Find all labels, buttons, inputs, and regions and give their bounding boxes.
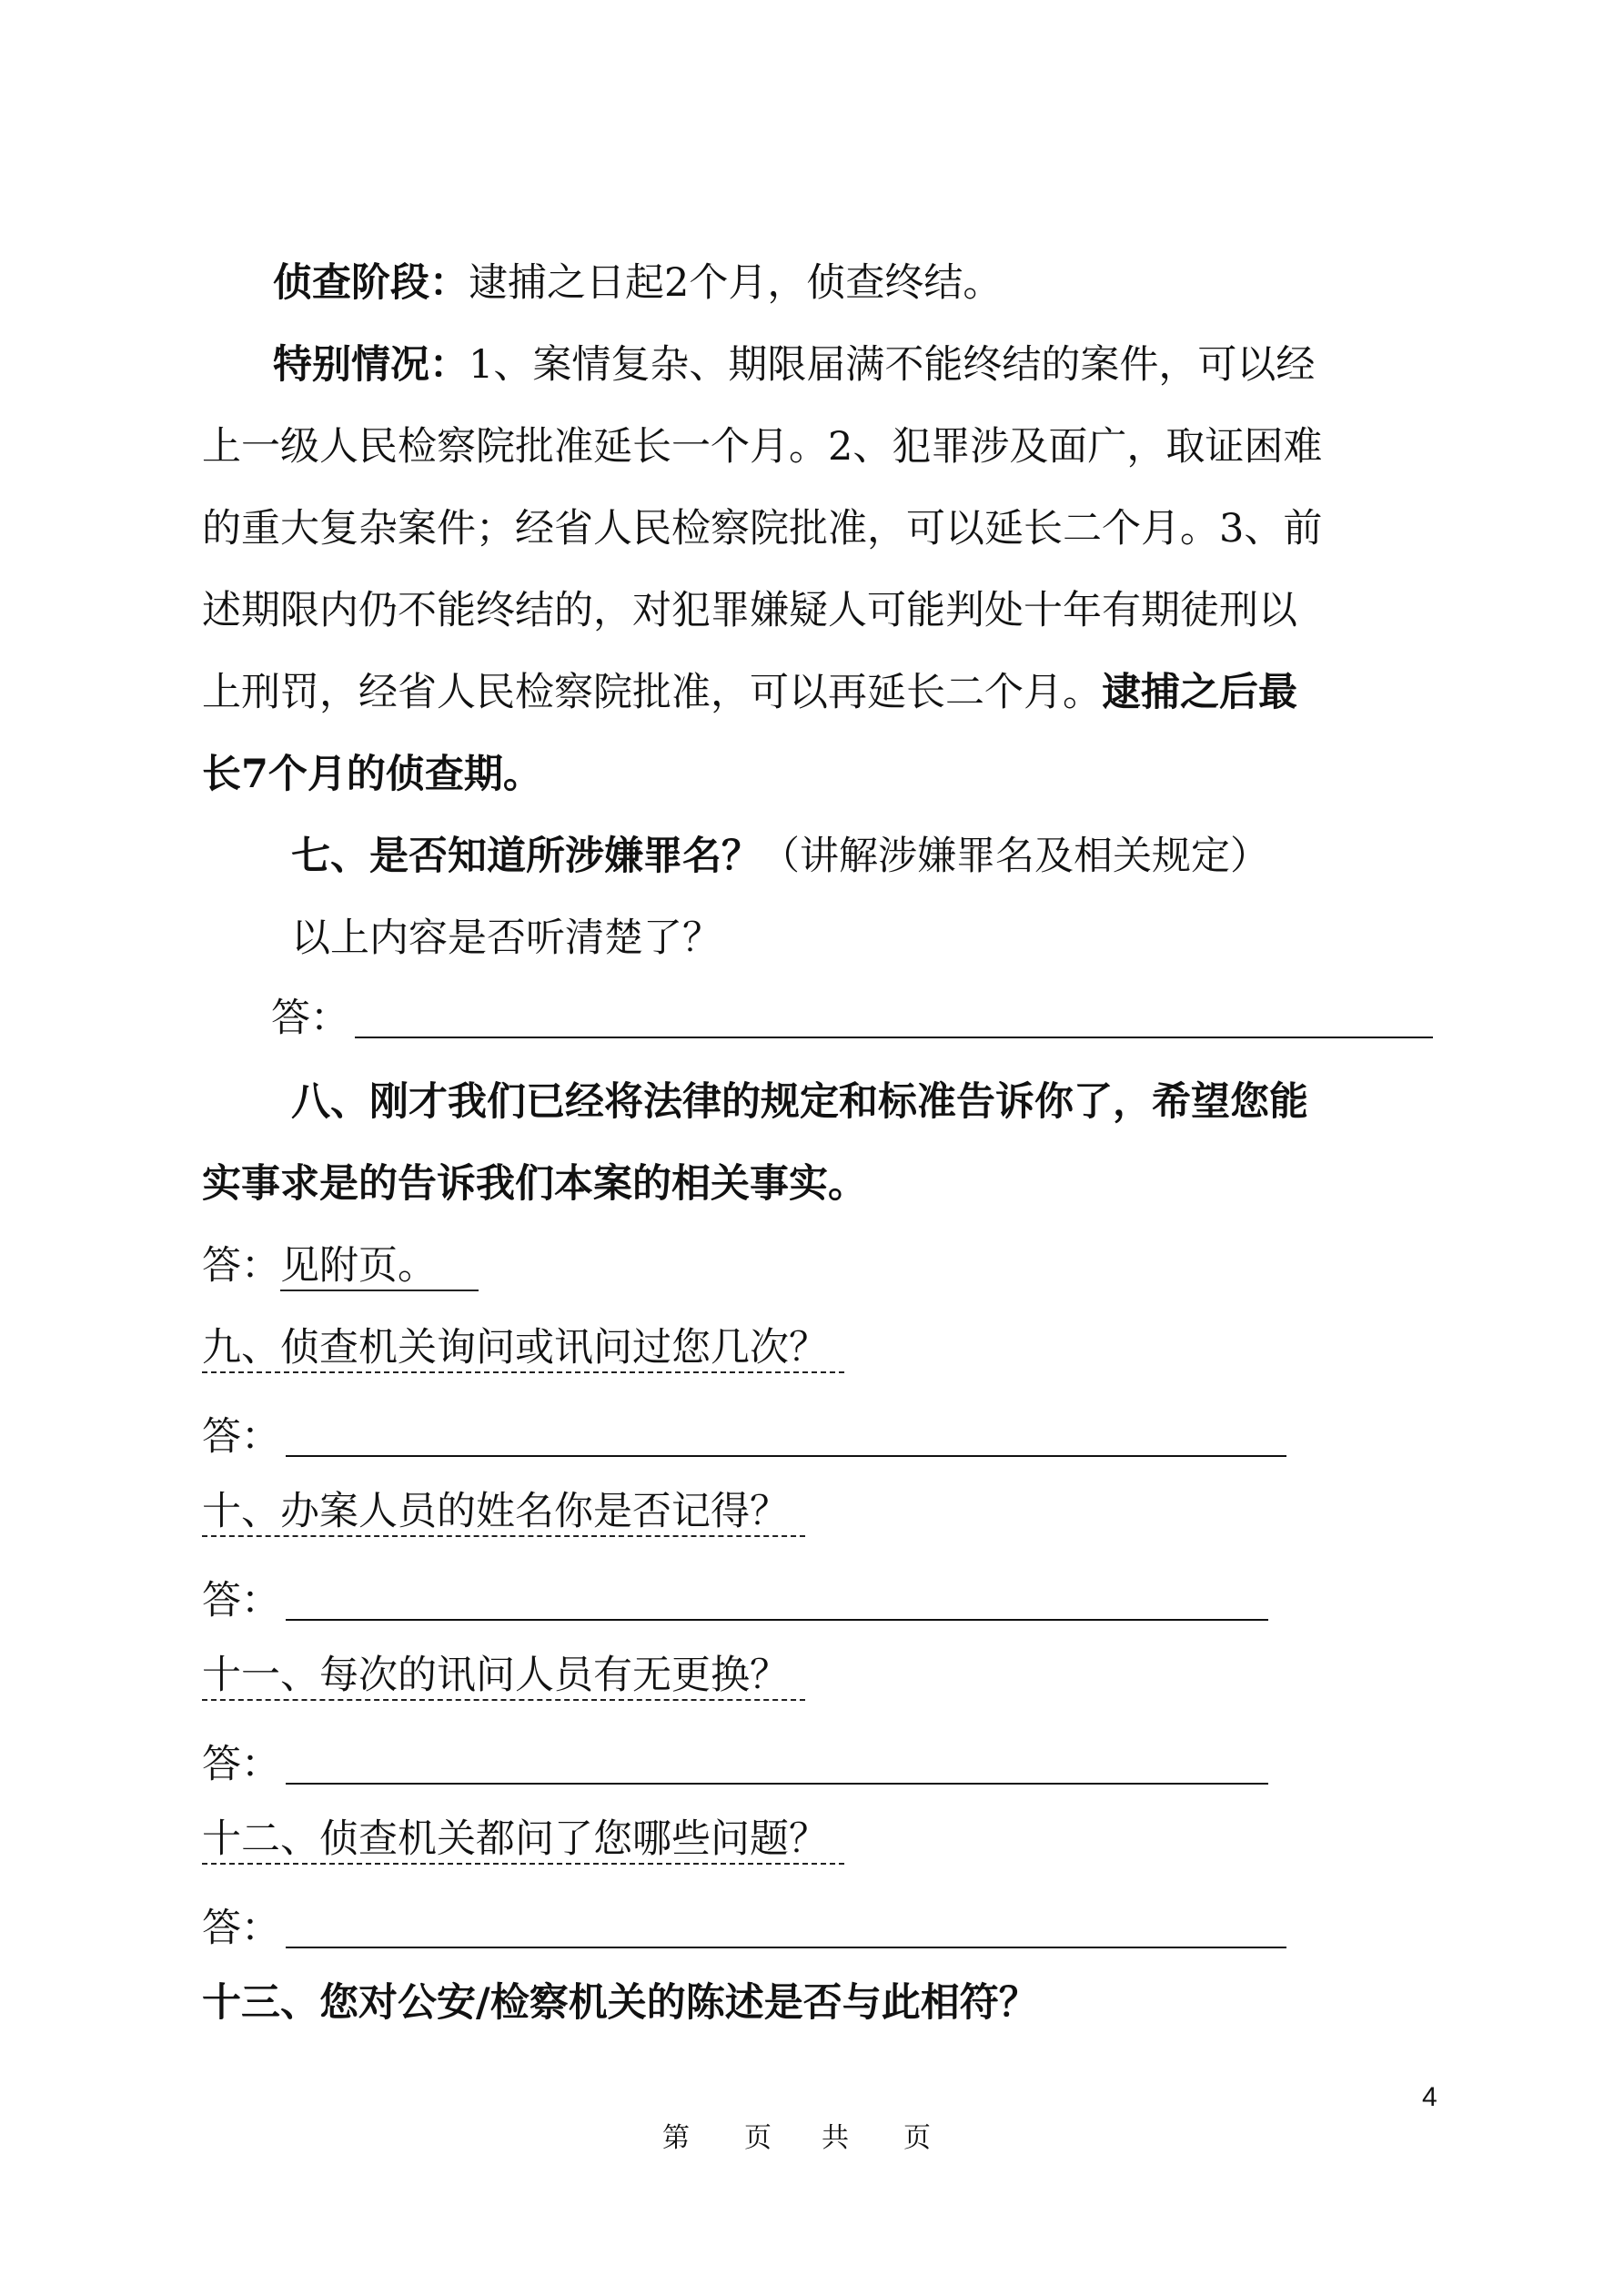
question-7 [291, 834, 1269, 879]
para-special-cases-line4: 述期限内仍不能终结的，对犯罪嫌疑人可能判处十年有期徒刑以 [202, 588, 1297, 633]
para-special-cases-line5 [202, 670, 1297, 715]
answer-7-row [271, 996, 1433, 1041]
special-cases-line1-text: 1、案情复杂、期限届满不能终结的案件，可以经 [469, 342, 1316, 388]
answer-8-text: 见附页。 [280, 1247, 479, 1291]
special-cases-label: 特别情况： [273, 342, 469, 388]
question-7-label: 七、是否知道所涉嫌罪名？ [291, 834, 761, 879]
answer-8-row [202, 1243, 479, 1291]
investigation-stage-label: 侦查阶段： [273, 260, 469, 306]
para-special-cases-line6: 长7个月的侦查期。 [202, 752, 542, 797]
answer-10-label: 答： [202, 1578, 280, 1623]
footer-di: 第 [662, 2122, 690, 2154]
question-11-text: 十一、每次的讯问人员有无更换？ [202, 1656, 805, 1701]
question-7-followup: 以上内容是否听清楚了？ [291, 915, 721, 961]
question-13: 十三、您对公安/检察机关的陈述是否与此相符？ [202, 1980, 1038, 2026]
question-8-line2: 实事求是的告诉我们本案的相关事实。 [202, 1161, 867, 1207]
question-9 [202, 1325, 844, 1373]
answer-10-row [202, 1579, 1268, 1621]
special-cases-line5-bold: 逮捕之后最 [1102, 670, 1297, 715]
question-8-line1: 八、刚才我们已经将法律的规定和标准告诉你了，希望您能 [291, 1079, 1308, 1125]
question-11 [202, 1653, 805, 1701]
question-10 [202, 1489, 805, 1537]
question-7-note: （讲解涉嫌罪名及相关规定） [761, 834, 1269, 879]
answer-7-label: 答： [271, 996, 349, 1041]
investigation-stage-text: 逮捕之日起2个月，侦查终结。 [469, 260, 1003, 306]
question-9-text: 九、侦查机关询问或讯问过您几次？ [202, 1329, 844, 1373]
para-special-cases-line3: 的重大复杂案件；经省人民检察院批准，可以延长二个月。3、前 [202, 506, 1323, 551]
footer-ye-1: 页 [744, 2122, 772, 2154]
question-10-text: 十、办案人员的姓名你是否记得？ [202, 1492, 805, 1537]
answer-9-field[interactable] [286, 1415, 1286, 1457]
para-special-cases-line1 [273, 342, 1316, 388]
answer-10-field[interactable] [286, 1579, 1268, 1621]
page-number: 4 [1422, 2082, 1437, 2112]
question-12 [202, 1816, 844, 1865]
para-special-cases-line2: 上一级人民检察院批准延长一个月。2、犯罪涉及面广，取证困难 [202, 424, 1323, 470]
footer-gong: 共 [822, 2122, 849, 2154]
answer-7-field[interactable] [355, 996, 1433, 1038]
answer-12-field[interactable] [286, 1907, 1286, 1948]
question-12-text: 十二、侦查机关都问了您哪些问题？ [202, 1820, 844, 1865]
special-cases-line5-text: 上刑罚，经省人民检察院批准，可以再延长二个月。 [202, 670, 1102, 715]
answer-9-row [202, 1414, 1286, 1460]
answer-8-label: 答： [202, 1243, 280, 1289]
para-investigation-stage [273, 260, 1003, 306]
answer-11-label: 答： [202, 1742, 280, 1787]
answer-11-row [202, 1743, 1268, 1785]
footer-ye-2: 页 [903, 2122, 931, 2154]
answer-12-row [202, 1906, 1286, 1951]
answer-12-label: 答： [202, 1906, 280, 1951]
answer-11-field[interactable] [286, 1743, 1268, 1785]
answer-9-label: 答： [202, 1414, 280, 1460]
